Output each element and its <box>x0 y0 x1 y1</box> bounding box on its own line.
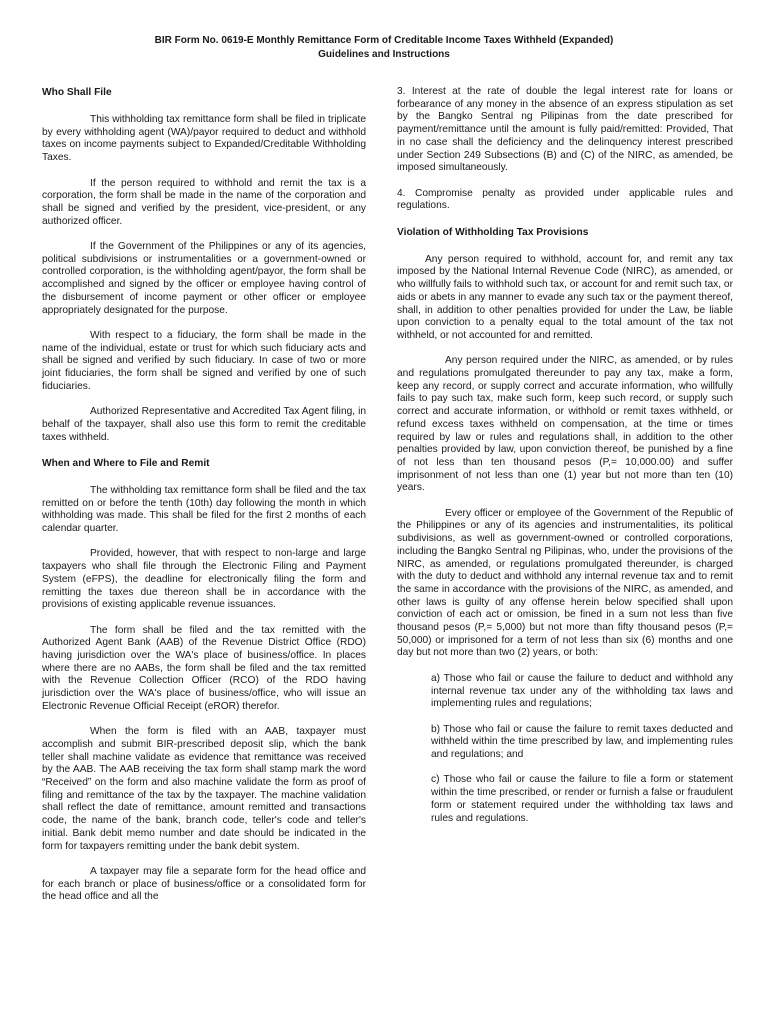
penalty-item-4: 4. Compromise penalty as provided under applicable rules and regulations. <box>397 187 733 212</box>
paragraph: If the Government of the Philippines or any of its agencies, political subdivisions or instrumentalities or a government-owned or controlled corporation, is the withholding agent/payor, the form shall be accomplished and signed by the officer or employee having control of the disbursement of income payment or other officer or employee appropriately designated for the purpose. <box>42 241 366 316</box>
left-column <box>42 86 366 917</box>
document-title: BIR Form No. 0619-E Monthly Remittance Form of Creditable Income Taxes Withheld (Expanded) <box>154 35 614 46</box>
paragraph: A taxpayer may file a separate form for the head office and for each branch or place of business/office or a consolidated form for the head office and all the <box>42 865 366 903</box>
section-heading-who-shall-file: Who Shall File <box>42 87 112 98</box>
document-subtitle: Guidelines and Instructions <box>318 49 450 60</box>
paragraph: The form shall be filed and the tax remitted with the Authorized Agent Bank (AAB) of the Revenue District Office (RDO) having jurisdiction over the WA's place of business/office. In places where there are no AABs, the form shall be filed and the tax remitted with the Revenue Collection Officer (RCO) of the RDO having jurisdiction over the WA's place of business/office, who will issue an Electronic Revenue Official Receipt (eROR) therefor. <box>42 624 366 712</box>
paragraph: Any person required under the NIRC, as amended, or by rules and regulations promulgated thereunder to pay any tax, make a form, keep any record, or supply correct and accurate information, who willfully fails to pay such tax, make such form, keep such record, or supply such correct and accurate information, or withhold or remit taxes withheld, or refund excess taxes withheld on compensation, at the time or times required by law or rules and regulations shall, in addition to the other penalties provided by law, upon conviction thereof, be punished by a fine of not less than ten thousand pesos (P,= 10,000.00) and suffer imprisonment of not less than one (1) year but not more than ten (10) years. <box>397 355 733 494</box>
violation-list <box>431 673 733 825</box>
paragraph: When the form is filed with an AAB, taxpayer must accomplish and submit BIR-prescribed deposit slip, which the bank teller shall machine validate as evidence that remittance was received by the AAB. The AAB receiving the tax form shall stamp mark the word “Received” on the form and also machine validate the form as proof of filing and remittance of the tax by the taxpayer. The machine validation shall reflect the date of remittance, amount remitted and transactions code, the name of the bank, branch code, teller's code and teller's initial. Bank debit memo number and date should be indicated in the form for taxpayers remitting under the bank debit system. <box>42 726 366 852</box>
paragraph: If the person required to withhold and remit the tax is a corporation, the form shall be made in the name of the corporation and shall be signed and verified by the president, vice-president, or any authorized officer. <box>42 177 366 227</box>
section-heading-when-where: When and Where to File and Remit <box>42 457 210 469</box>
list-item: b) Those who fail or cause the failure to remit taxes deducted and withheld within the time prescribed by law, and implementing rules and regulations; and <box>431 723 733 761</box>
paragraph: The withholding tax remittance form shall be filed and the tax remitted on or before the tenth (10th) day following the month in which withholding was made. This shall be filed for the first 2 months of each calendar quarter. <box>42 484 366 535</box>
right-column <box>397 86 733 838</box>
document-header <box>0 34 768 62</box>
section-heading-violation: Violation of Withholding Tax Provisions <box>397 226 589 238</box>
paragraph: With respect to a fiduciary, the form shall be made in the name of the individual, estate or trust for which such fiduciary acts and shall be signed and verified by such fiduciary. In case of two or more joint fiduciaries, the form shall be signed and verified by one of such fiduciaries. <box>42 329 366 392</box>
paragraph: Provided, however, that with respect to non-large and large taxpayers who shall file through the Electronic Filing and Payment System (eFPS), the deadline for electronically filing the form and remitting the taxes due thereon shall be in accordance with the provisions of existing applicable revenue issuances. <box>42 548 366 611</box>
list-item: c) Those who fail or cause the failure to file a form or statement within the time prescribed, or render or furnish a false or fraudulent form or statement required under the withholding tax laws and rules and regulations. <box>431 774 733 824</box>
penalty-item-3: 3. Interest at the rate of double the legal interest rate for loans or forbearance of any money in the absence of an express stipulation as set by the Bangko Sentral ng Pilipinas from the date prescribed for payment/remittance until the amount is fully paid/remitted: Provided, That in no case shall the deficiency and the delinquency interest prescribed under Section 249 Subsections (B) and (C) of the NIRC, as amended, be imposed simultaneously. <box>397 86 733 174</box>
paragraph: Authorized Representative and Accredited Tax Agent filing, in behalf of the taxpayer, shall also use this form to remit the creditable taxes withheld. <box>42 406 366 443</box>
paragraph: Every officer or employee of the Government of the Republic of the Philippines or any of its agencies and instrumentalities, its political subdivisions, as well as government-owned or controlled corporations, including the Bangko Sentral ng Pilipinas, who, under the provisions of the NIRC, as amended, or regulations promulgated thereunder, is charged with the duty to deduct and withhold any internal revenue tax and to remit the same in accordance with the provisions of the NIRC, as amended, and other laws is guilty of any offense herein below specified shall upon conviction of each act or omission, be fined in a sum not less than five thousand pesos (P,= 5,000) but not more than fifty thousand pesos (P,= 50,000) or imprisoned for a term of not less than six (6) months and one day but not more than two (2) years, or both: <box>397 507 733 659</box>
list-item: a) Those who fail or cause the failure to deduct and withhold any internal revenue tax under any of the withholding tax laws and implementing rules and regulations; <box>431 672 733 710</box>
paragraph: Any person required to withhold, account for, and remit any tax imposed by the National Internal Revenue Code (NIRC), as amended, or who willfully fails to withhold such tax, or account for and remit such tax, or aids or abets in any manner to evade any such tax or the payment thereof, shall, in addition to other penalties provided for under the Law, be liable upon conviction to a penalty equal to the total amount of the tax not withheld, or not accounted for and remitted. <box>397 253 733 341</box>
paragraph: This withholding tax remittance form shall be filed in triplicate by every withholding agent (WA)/payor required to deduct and withhold taxes on income payments subject to Expanded/Creditable Withholding Taxes. <box>42 114 366 164</box>
